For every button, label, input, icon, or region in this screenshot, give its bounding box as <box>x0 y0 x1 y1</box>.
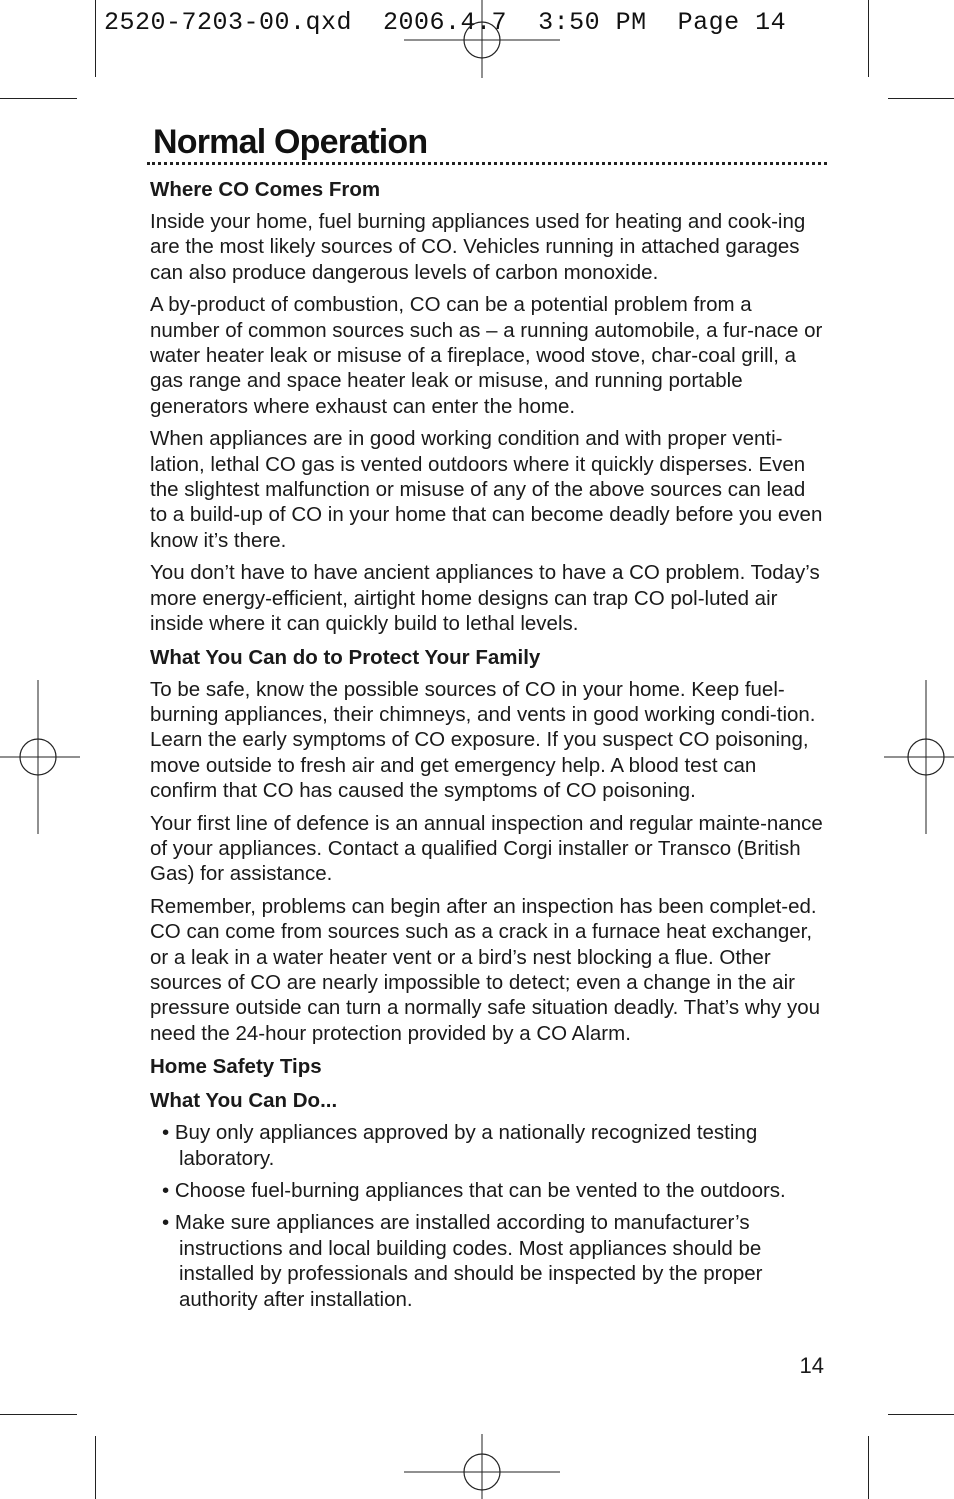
crop-mark-bottom-right-horizontal <box>888 1414 954 1415</box>
registration-mark-left-icon <box>0 680 80 834</box>
page-content <box>150 122 826 1319</box>
crop-mark-top-right-horizontal <box>888 98 954 99</box>
section-heading-home-safety-tips: Home Safety Tips <box>150 1055 322 1079</box>
list-item: • Buy only appliances approved by a nationally recognized testing laboratory. <box>150 1120 826 1171</box>
registration-mark-bottom-icon <box>404 1434 560 1499</box>
crop-mark-top-left-horizontal <box>0 98 77 99</box>
paragraph: You don’t have to have ancient appliances to have a CO problem. Today’s more energy-efficient, airtight home designs can trap CO pol-luted air inside where it can quickly build to lethal levels. <box>150 561 820 636</box>
crop-mark-top-left-vertical <box>95 0 96 77</box>
safety-tips-list <box>150 1120 826 1312</box>
paragraph: Your first line of defence is an annual inspection and regular mainte-nance of your appliances. Contact a qualified Corgi installer or Transco (British Gas) for assistance. <box>150 811 823 886</box>
list-item: • Choose fuel-burning appliances that can be vented to the outdoors. <box>150 1178 826 1203</box>
list-item: • Make sure appliances are installed according to manufacturer’s instructions and local building codes. Most appliances should be installed by professionals and should be inspected by the proper authority after installation. <box>150 1210 826 1312</box>
crop-mark-bottom-left-vertical <box>95 1436 96 1499</box>
page-title: Normal Operation <box>153 123 428 161</box>
print-slug-line: 2520-7203-00.qxd 2006.4.7 3:50 PM Page 14 <box>104 8 787 37</box>
dotted-title-rule <box>147 162 827 169</box>
paragraph: To be safe, know the possible sources of CO in your home. Keep fuel-burning appliances, their chimneys, and vents in good working condi-tion. Learn the early symptoms of CO exposure. If you suspect CO poisoning, move outside to fresh air and get emergency help. A blood test can confirm that CO has caused the symptoms of CO poisoning. <box>150 677 816 803</box>
section-heading-where-co-comes-from: Where CO Comes From <box>150 178 381 201</box>
page-number: 14 <box>799 1353 824 1378</box>
crop-mark-bottom-left-horizontal <box>0 1414 77 1415</box>
registration-mark-right-icon <box>884 680 954 834</box>
section-subheading-what-you-can-do: What You Can Do... <box>150 1089 338 1113</box>
paragraph: Inside your home, fuel burning appliances used for heating and cook-ing are the most likely sources of CO. Vehicles running in attached garages can also produce dangerous levels of carbon monoxide. <box>150 210 806 284</box>
paragraph: Remember, problems can begin after an inspection has been complet-ed. CO can come from sources such as a crack in a furnace heat exchanger, or a leak in a water heater vent or a bird’s nest blocking a flue. Other sources of CO are nearly impossible to detect; even a change in the air pressure outside can turn a normally safe situation deadly. That’s why you need the 24-hour protection provided by a CO Alarm. <box>150 894 821 1045</box>
crop-mark-bottom-right-vertical <box>868 1436 869 1499</box>
registration-mark-top-icon <box>404 0 560 90</box>
paragraph: A by-product of combustion, CO can be a potential problem from a number of common sources such as – a running automobile, a fur-nace or water heater leak or misuse of a fireplace, wood stove, char-coal grill, a gas range and space heater leak or misuse, and running portable generators where exhaust can enter the home. <box>150 293 823 418</box>
crop-mark-top-right-vertical <box>868 0 869 77</box>
section-heading-protect-your-family: What You Can do to Protect Your Family <box>150 645 541 669</box>
paragraph: When appliances are in good working condition and with proper venti-lation, lethal CO gas is vented outdoors where it quickly disperses. Even the slightest malfunction or misuse of any of the above sources can lead to a build-up of CO in your home that can become deadly before you even know it’s there. <box>150 427 823 552</box>
